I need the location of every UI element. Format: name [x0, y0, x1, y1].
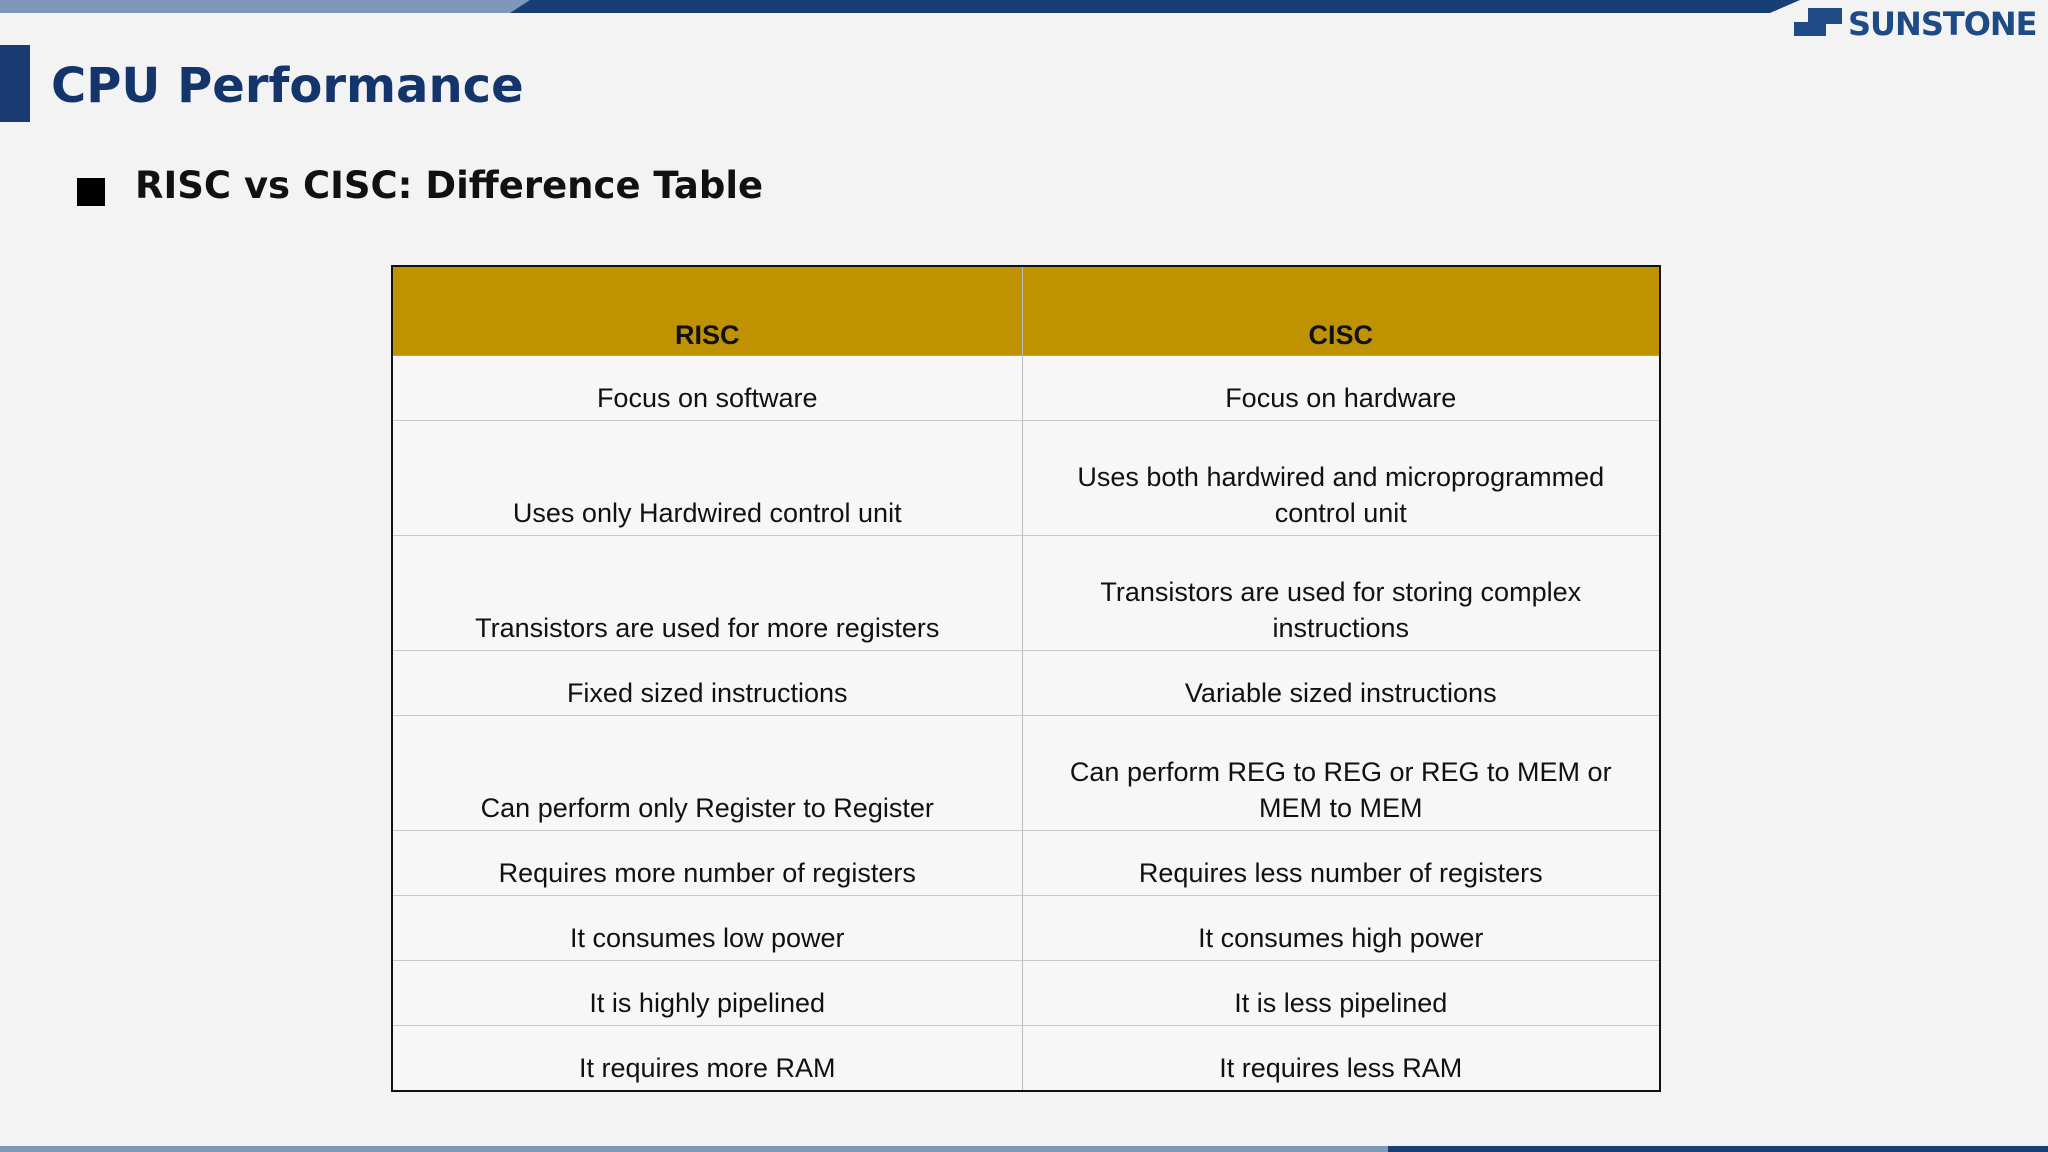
- risc-cell: It consumes low power: [392, 896, 1022, 961]
- risc-cell: Requires more number of registers: [392, 831, 1022, 896]
- table-row: [392, 896, 1660, 961]
- column-header-risc: RISC: [392, 266, 1022, 356]
- table-row: [392, 1026, 1660, 1092]
- top-accent-bar-light: [0, 0, 560, 13]
- cisc-cell: Requires less number of registers: [1022, 831, 1660, 896]
- cisc-cell: It is less pipelined: [1022, 961, 1660, 1026]
- risc-cell: Focus on software: [392, 356, 1022, 421]
- risc-cell: Can perform only Register to Register: [392, 716, 1022, 831]
- table-row: [392, 536, 1660, 651]
- risc-cisc-table: [391, 265, 1661, 1092]
- brand-logo: [1794, 6, 2037, 42]
- cisc-cell: It consumes high power: [1022, 896, 1660, 961]
- bottom-accent-bar-light: [0, 1146, 1400, 1152]
- risc-cell: It requires more RAM: [392, 1026, 1022, 1092]
- section-subtitle: RISC vs CISC: Difference Table: [135, 164, 764, 207]
- bottom-accent-bar-dark: [1388, 1146, 2048, 1152]
- table-row: [392, 356, 1660, 421]
- table-row: [392, 651, 1660, 716]
- risc-cell: Uses only Hardwired control unit: [392, 421, 1022, 536]
- table-row: [392, 961, 1660, 1026]
- risc-cell: Fixed sized instructions: [392, 651, 1022, 716]
- cisc-cell: Uses both hardwired and microprogrammed control unit: [1022, 421, 1660, 536]
- cisc-cell: It requires less RAM: [1022, 1026, 1660, 1092]
- cisc-cell: Variable sized instructions: [1022, 651, 1660, 716]
- brand-name: SUNSTONE: [1848, 5, 2037, 43]
- bullet-square-icon: [77, 178, 105, 206]
- title-accent-bar: [0, 45, 30, 122]
- table-row: [392, 716, 1660, 831]
- column-header-cisc: CISC: [1022, 266, 1660, 356]
- table-row: [392, 831, 1660, 896]
- risc-cell: It is highly pipelined: [392, 961, 1022, 1026]
- table-header-row: [392, 266, 1660, 356]
- cisc-cell: Transistors are used for storing complex instructions: [1022, 536, 1660, 651]
- cisc-cell: Focus on hardware: [1022, 356, 1660, 421]
- top-accent-bar-dark: [510, 0, 1800, 13]
- risc-cell: Transistors are used for more registers: [392, 536, 1022, 651]
- sunstone-logo-icon: [1794, 6, 1842, 42]
- page-title: CPU Performance: [51, 58, 524, 114]
- cisc-cell: Can perform REG to REG or REG to MEM or MEM to MEM: [1022, 716, 1660, 831]
- table-row: [392, 421, 1660, 536]
